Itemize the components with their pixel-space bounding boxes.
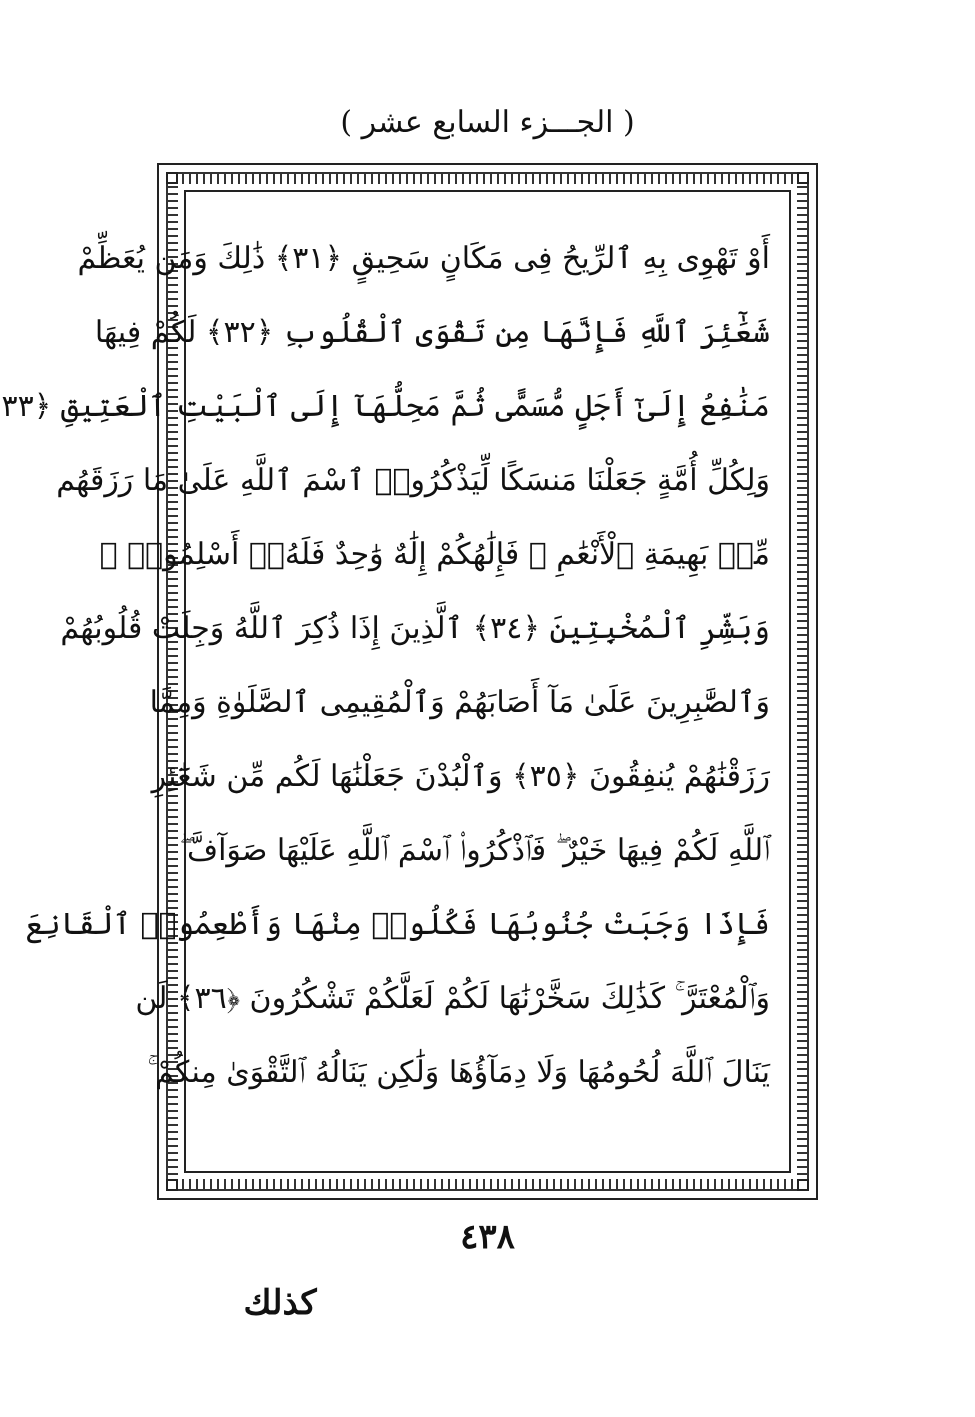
frame-corner-ornament bbox=[797, 172, 809, 184]
verse-line: وَٱلصَّٰبِرِينَ عَلَىٰ مَآ أَصَابَهُمْ وَٱلْمُقِيمِى ٱلصَّلَوٰةِ وَمِمَّا bbox=[149, 685, 770, 720]
verse-line: وَلِكُلِّ أُمَّةٍ جَعَلْنَا مَنسَكًا لِّيَذْكُرُوا۟ ٱسْمَ ٱللَّهِ عَلَىٰ مَا رَزَقَهُم bbox=[56, 463, 770, 498]
verse-line: وَبَشِّرِ ٱلْمُخْبِتِينَ ﴿٣٤﴾ ٱلَّذِينَ إِذَا ذُكِرَ ٱللَّهُ وَجِلَتْ قُلُوبُهُمْ bbox=[60, 611, 770, 646]
quran-text-block bbox=[1, 222, 770, 1110]
verse-line: فَإِذَا وَجَبَتْ جُنُوبُهَا فَكُلُوا۟ مِنْهَا وَأَطْعِمُوا۟ ٱلْقَانِعَ bbox=[25, 907, 770, 942]
juz-header: ( الجـــزء السابع عشر ) bbox=[340, 105, 635, 140]
frame-corner-ornament bbox=[166, 1179, 178, 1191]
catchword: كذلك bbox=[243, 1283, 317, 1323]
verse-line: رَزَقْنَٰهُمْ يُنفِقُونَ ﴿٣٥﴾ وَٱلْبُدْنَ جَعَلْنَٰهَا لَكُم مِّن شَعَٰٓئِرِ bbox=[151, 759, 770, 794]
page-number: ٤٣٨ bbox=[460, 1217, 515, 1257]
frame-corner-ornament bbox=[797, 1179, 809, 1191]
verse-line: وَٱلْمُعْتَرَّ ۚ كَذَٰلِكَ سَخَّرْنَٰهَا لَكُمْ لَعَلَّكُمْ تَشْكُرُونَ ﴿٣٦﴾ لَن bbox=[135, 981, 770, 1016]
verse-line: مِّنۢ بَهِيمَةِ ٱلْأَنْعَٰمِ ۗ فَإِلَٰهُكُمْ إِلَٰهٌ وَٰحِدٌ فَلَهُۥٓ أَسْلِمُوا۟ ۗ bbox=[99, 537, 770, 572]
frame-corner-ornament bbox=[166, 172, 178, 184]
verse-line: أَوْ تَهْوِى بِهِ ٱلرِّيحُ فِى مَكَانٍ سَحِيقٍ ﴿٣١﴾ ذَٰلِكَ وَمَن يُعَظِّمْ bbox=[77, 241, 770, 276]
verse-line: شَعَٰٓئِرَ ٱللَّهِ فَإِنَّهَا مِن تَقْوَى ٱلْقُلُوبِ ﴿٣٢﴾ لَكُمْ فِيهَا bbox=[94, 315, 770, 350]
verse-line: مَنَٰفِعُ إِلَىٰٓ أَجَلٍ مُّسَمًّى ثُمَّ مَحِلُّهَآ إِلَى ٱلْبَيْتِ ٱلْعَتِيقِ ﴿٣٣ bbox=[1, 389, 770, 424]
verse-line: يَنَالَ ٱللَّهَ لُحُومُهَا وَلَا دِمَآؤُهَا وَلَٰكِن يَنَالُهُ ٱلتَّقْوَىٰ مِنكُمْ ۚ bbox=[147, 1055, 770, 1090]
verse-line: ٱللَّهِ لَكُمْ فِيهَا خَيْرٌ ۖ فَٱذْكُرُوا۟ ٱسْمَ ٱللَّهِ عَلَيْهَا صَوَآفَّ ۖ bbox=[179, 833, 770, 868]
